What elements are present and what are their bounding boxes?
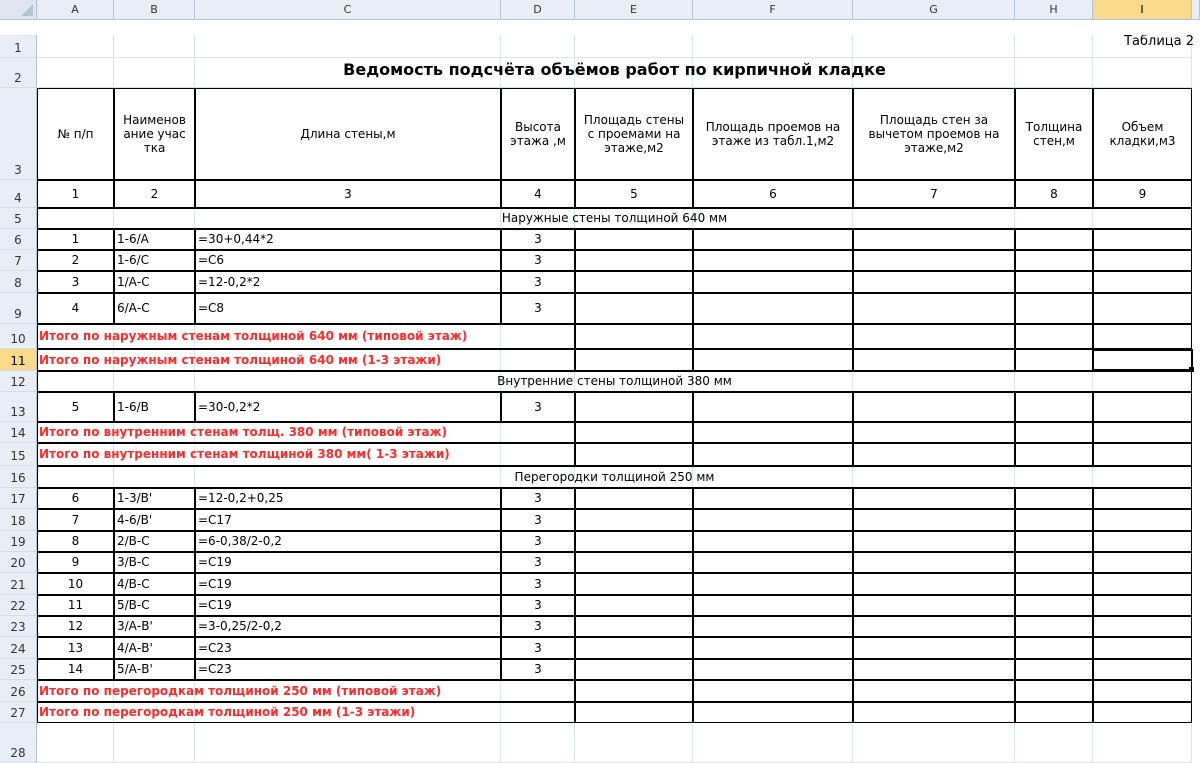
column-number-2[interactable]: 2 [114,180,195,208]
empty-cell-H10[interactable] [1015,324,1093,349]
row-header-18[interactable]: 18 [0,509,37,531]
cell-B7[interactable]: 1-6/С [114,250,195,271]
empty-cell-F13[interactable] [693,392,853,422]
cell-C7[interactable]: =C6 [195,250,501,271]
empty-cell-I18[interactable] [1093,509,1192,531]
header-net-area[interactable]: Площадь стен за вычетом проемов на этаже,м2 [853,88,1015,180]
grid-cell[interactable] [37,723,114,763]
empty-cell-G13[interactable] [853,392,1015,422]
total-row-15[interactable]: Итого по внутренним стенам толщиной 380 мм( 1-3 этажи) [37,443,575,466]
cell-D21[interactable]: 3 [501,573,575,595]
empty-cell-I13[interactable] [1093,392,1192,422]
empty-cell-E22[interactable] [575,595,693,616]
empty-cell-I20[interactable] [1093,552,1192,573]
header-wall-thickness[interactable]: Толщина стен,м [1015,88,1093,180]
cell-B19[interactable]: 2/В-С [114,531,195,552]
empty-cell-F17[interactable] [693,488,853,509]
cell-B18[interactable]: 4-6/В' [114,509,195,531]
column-header-G[interactable]: G [853,0,1015,20]
cell-C24[interactable]: =C23 [195,637,501,659]
column-header-A[interactable]: A [37,0,114,20]
empty-cell-I8[interactable] [1093,271,1192,293]
column-number-5[interactable]: 5 [575,180,693,208]
row-header-13[interactable]: 13 [0,392,37,422]
empty-cell-G23[interactable] [853,616,1015,637]
empty-cell-E25[interactable] [575,659,693,680]
header-number[interactable]: № п/п [37,88,114,180]
empty-cell-I15[interactable] [1093,443,1192,466]
empty-cell-I19[interactable] [1093,531,1192,552]
grid-cell[interactable] [195,723,501,763]
empty-cell-H14[interactable] [1015,422,1093,443]
cell-D9[interactable]: 3 [501,293,575,324]
empty-cell-G9[interactable] [853,293,1015,324]
empty-cell-H20[interactable] [1015,552,1093,573]
empty-cell-H7[interactable] [1015,250,1093,271]
empty-cell-E20[interactable] [575,552,693,573]
grid-cell[interactable] [1015,723,1093,763]
section-outer-walls[interactable]: Наружные стены толщиной 640 мм [37,208,1192,229]
fill-handle[interactable] [1189,367,1194,372]
total-row-26[interactable]: Итого по перегородкам толщиной 250 мм (типовой этаж) [37,680,575,702]
row-header-24[interactable]: 24 [0,637,37,659]
empty-cell-H13[interactable] [1015,392,1093,422]
row-header-1[interactable]: 1 [0,35,37,58]
header-volume[interactable]: Объем кладки,м3 [1093,88,1192,180]
grid-cell[interactable] [575,723,693,763]
row-header-25[interactable]: 25 [0,659,37,680]
empty-cell-I27[interactable] [1093,702,1192,723]
total-row-14[interactable]: Итого по внутренним стенам толщ. 380 мм (типовой этаж) [37,422,575,443]
cell-C18[interactable]: =C17 [195,509,501,531]
row-header-26[interactable]: 26 [0,680,37,702]
grid-cell[interactable] [853,723,1015,763]
empty-cell-F15[interactable] [693,443,853,466]
grid-cell[interactable] [37,35,114,58]
empty-cell-I10[interactable] [1093,324,1192,349]
row-header-6[interactable]: 6 [0,229,37,250]
row-header-21[interactable]: 21 [0,573,37,595]
column-header-C[interactable]: C [195,0,501,20]
active-cell-I11[interactable] [1092,349,1193,371]
empty-cell-G14[interactable] [853,422,1015,443]
cell-C20[interactable]: =C19 [195,552,501,573]
empty-cell-G20[interactable] [853,552,1015,573]
empty-cell-I25[interactable] [1093,659,1192,680]
select-all-icon [21,4,33,16]
empty-cell-I7[interactable] [1093,250,1192,271]
empty-cell-H19[interactable] [1015,531,1093,552]
empty-cell-F18[interactable] [693,509,853,531]
empty-cell-G22[interactable] [853,595,1015,616]
cell-C8[interactable]: =12-0,2*2 [195,271,501,293]
empty-cell-G18[interactable] [853,509,1015,531]
empty-cell-E7[interactable] [575,250,693,271]
empty-cell-I17[interactable] [1093,488,1192,509]
row-header-15[interactable]: 15 [0,443,37,466]
cell-C19[interactable]: =6-0,38/2-0,2 [195,531,501,552]
empty-cell-I24[interactable] [1093,637,1192,659]
empty-cell-F21[interactable] [693,573,853,595]
row-header-12[interactable]: 12 [0,371,37,392]
grid-cell[interactable] [853,35,1015,58]
empty-cell-G26[interactable] [853,680,1015,702]
empty-cell-G21[interactable] [853,573,1015,595]
grid-cell[interactable] [114,723,195,763]
header-wall-area[interactable]: Площадь стены с проемами на этаже,м2 [575,88,693,180]
cell-A13[interactable]: 5 [37,392,114,422]
empty-cell-E21[interactable] [575,573,693,595]
empty-cell-H26[interactable] [1015,680,1093,702]
empty-cell-G7[interactable] [853,250,1015,271]
empty-cell-F14[interactable] [693,422,853,443]
cell-C6[interactable]: =30+0,44*2 [195,229,501,250]
cell-D17[interactable]: 3 [501,488,575,509]
empty-cell-G27[interactable] [853,702,1015,723]
grid-cell[interactable] [693,35,853,58]
total-row-10[interactable]: Итого по наружным стенам толщиной 640 мм (типовой этаж) [37,324,575,349]
empty-cell-E18[interactable] [575,509,693,531]
empty-cell-I6[interactable] [1093,229,1192,250]
cell-D18[interactable]: 3 [501,509,575,531]
cell-C9[interactable]: =C8 [195,293,501,324]
empty-cell-H9[interactable] [1015,293,1093,324]
empty-cell-G11[interactable] [853,349,1015,371]
cell-A9[interactable]: 4 [37,293,114,324]
total-row-11[interactable]: Итого по наружным стенам толщиной 640 мм (1-3 этажи) [37,349,575,371]
empty-cell-F27[interactable] [693,702,853,723]
cell-C25[interactable]: =C23 [195,659,501,680]
row-header-5[interactable]: 5 [0,208,37,229]
cell-A22[interactable]: 11 [37,595,114,616]
empty-cell-G15[interactable] [853,443,1015,466]
empty-cell-G25[interactable] [853,659,1015,680]
cell-B8[interactable]: 1/А-С [114,271,195,293]
cell-D7[interactable]: 3 [501,250,575,271]
cell-B24[interactable]: 4/А-В' [114,637,195,659]
empty-cell-E9[interactable] [575,293,693,324]
empty-cell-F23[interactable] [693,616,853,637]
cell-C21[interactable]: =C19 [195,573,501,595]
row-header-16[interactable]: 16 [0,466,37,488]
grid-cell[interactable] [114,35,195,58]
empty-cell-I26[interactable] [1093,680,1192,702]
cell-D24[interactable]: 3 [501,637,575,659]
empty-cell-F22[interactable] [693,595,853,616]
cell-D19[interactable]: 3 [501,531,575,552]
empty-cell-E26[interactable] [575,680,693,702]
empty-cell-F19[interactable] [693,531,853,552]
cell-D25[interactable]: 3 [501,659,575,680]
cell-A21[interactable]: 10 [37,573,114,595]
empty-cell-H22[interactable] [1015,595,1093,616]
empty-cell-E13[interactable] [575,392,693,422]
cell-A20[interactable]: 9 [37,552,114,573]
empty-cell-F7[interactable] [693,250,853,271]
cell-B13[interactable]: 1-6/В [114,392,195,422]
column-header-E[interactable]: E [575,0,693,20]
grid-cell[interactable] [1093,723,1192,763]
cell-D6[interactable]: 3 [501,229,575,250]
empty-cell-E10[interactable] [575,324,693,349]
row-header-22[interactable]: 22 [0,595,37,616]
select-all-corner[interactable] [0,0,37,20]
cell-C17[interactable]: =12-0,2+0,25 [195,488,501,509]
sheet-title[interactable]: Ведомость подсчёта объёмов работ по кирпичной кладке [343,60,886,79]
table-label[interactable]: Таблица 2 [1124,35,1194,49]
row-header-2[interactable]: 2 [0,58,37,88]
empty-cell-E19[interactable] [575,531,693,552]
cell-B20[interactable]: 3/В-С [114,552,195,573]
section-partitions[interactable]: Перегородки толщиной 250 мм [37,466,1192,488]
empty-cell-H27[interactable] [1015,702,1093,723]
cell-A8[interactable]: 3 [37,271,114,293]
empty-cell-E23[interactable] [575,616,693,637]
empty-cell-E6[interactable] [575,229,693,250]
empty-cell-I23[interactable] [1093,616,1192,637]
empty-cell-G6[interactable] [853,229,1015,250]
column-number-9[interactable]: 9 [1093,180,1192,208]
grid-cell[interactable] [575,35,693,58]
grid-cell[interactable] [501,35,575,58]
grid-cell[interactable] [195,35,501,58]
cell-A18[interactable]: 7 [37,509,114,531]
cell-B21[interactable]: 4/В-С [114,573,195,595]
empty-cell-I9[interactable] [1093,293,1192,324]
empty-cell-F8[interactable] [693,271,853,293]
row-header-11[interactable]: 11 [0,349,37,371]
column-header-D[interactable]: D [501,0,575,20]
row-header-3[interactable]: 3 [0,88,37,180]
grid-cell[interactable] [1015,35,1093,58]
total-row-27[interactable]: Итого по перегородкам толщиной 250 мм (1-3 этажи) [37,702,575,723]
column-header-F[interactable]: F [693,0,853,20]
empty-cell-I21[interactable] [1093,573,1192,595]
row-header-4[interactable]: 4 [0,180,37,208]
column-number-3[interactable]: 3 [195,180,501,208]
empty-cell-E24[interactable] [575,637,693,659]
row-header-28[interactable]: 28 [0,723,37,763]
cell-B17[interactable]: 1-3/В' [114,488,195,509]
empty-cell-G19[interactable] [853,531,1015,552]
empty-cell-H15[interactable] [1015,443,1093,466]
empty-cell-E27[interactable] [575,702,693,723]
empty-cell-H17[interactable] [1015,488,1093,509]
grid-cell[interactable] [501,723,575,763]
column-number-7[interactable]: 7 [853,180,1015,208]
cell-D8[interactable]: 3 [501,271,575,293]
row-header-8[interactable]: 8 [0,271,37,293]
cell-B6[interactable]: 1-6/А [114,229,195,250]
cell-A7[interactable]: 2 [37,250,114,271]
row-header-27[interactable]: 27 [0,702,37,723]
row-header-23[interactable]: 23 [0,616,37,637]
empty-cell-F9[interactable] [693,293,853,324]
column-number-8[interactable]: 8 [1015,180,1093,208]
cell-C22[interactable]: =C19 [195,595,501,616]
empty-cell-G24[interactable] [853,637,1015,659]
column-number-4[interactable]: 4 [501,180,575,208]
column-header-I[interactable]: I [1093,0,1192,20]
row-header-10[interactable]: 10 [0,324,37,349]
cell-A6[interactable]: 1 [37,229,114,250]
empty-cell-E15[interactable] [575,443,693,466]
cell-D22[interactable]: 3 [501,595,575,616]
cell-A17[interactable]: 6 [37,488,114,509]
cell-B23[interactable]: 3/А-В' [114,616,195,637]
header-wall-length[interactable]: Длина стены,м [195,88,501,180]
empty-cell-H6[interactable] [1015,229,1093,250]
cell-A19[interactable]: 8 [37,531,114,552]
empty-cell-F25[interactable] [693,659,853,680]
row-header-17[interactable]: 17 [0,488,37,509]
empty-cell-G10[interactable] [853,324,1015,349]
grid-cell[interactable] [693,723,853,763]
empty-cell-F6[interactable] [693,229,853,250]
empty-cell-F10[interactable] [693,324,853,349]
header-floor-height[interactable]: Высота этажа ,м [501,88,575,180]
empty-cell-H18[interactable] [1015,509,1093,531]
empty-cell-E8[interactable] [575,271,693,293]
row-header-9[interactable]: 9 [0,293,37,324]
section-inner-walls[interactable]: Внутренние стены толщиной 380 мм [37,371,1192,392]
cell-D23[interactable]: 3 [501,616,575,637]
empty-cell-G8[interactable] [853,271,1015,293]
empty-cell-F20[interactable] [693,552,853,573]
row-header-14[interactable]: 14 [0,422,37,443]
row-header-20[interactable]: 20 [0,552,37,573]
cell-A24[interactable]: 13 [37,637,114,659]
empty-cell-E11[interactable] [575,349,693,371]
column-header-H[interactable]: H [1015,0,1093,20]
cell-D20[interactable]: 3 [501,552,575,573]
empty-cell-H24[interactable] [1015,637,1093,659]
row-header-19[interactable]: 19 [0,531,37,552]
empty-cell-F26[interactable] [693,680,853,702]
column-number-1[interactable]: 1 [37,180,114,208]
empty-cell-H11[interactable] [1015,349,1093,371]
empty-cell-H21[interactable] [1015,573,1093,595]
empty-cell-I14[interactable] [1093,422,1192,443]
empty-cell-F24[interactable] [693,637,853,659]
header-openings-area[interactable]: Площадь проемов на этаже из табл.1,м2 [693,88,853,180]
column-number-6[interactable]: 6 [693,180,853,208]
empty-cell-H8[interactable] [1015,271,1093,293]
row-header-7[interactable]: 7 [0,250,37,271]
cell-B9[interactable]: 6/А-С [114,293,195,324]
header-section-name[interactable]: Наименование участка [114,88,195,180]
cell-C13[interactable]: =30-0,2*2 [195,392,501,422]
empty-cell-G17[interactable] [853,488,1015,509]
column-header-filler [1192,0,1200,20]
cell-B25[interactable]: 5/А-В' [114,659,195,680]
cell-A23[interactable]: 12 [37,616,114,637]
empty-cell-E17[interactable] [575,488,693,509]
cell-B22[interactable]: 5/В-С [114,595,195,616]
cell-A25[interactable]: 14 [37,659,114,680]
empty-cell-H23[interactable] [1015,616,1093,637]
column-header-B[interactable]: B [114,0,195,20]
cell-C23[interactable]: =3-0,25/2-0,2 [195,616,501,637]
empty-cell-I22[interactable] [1093,595,1192,616]
empty-cell-F11[interactable] [693,349,853,371]
empty-cell-E14[interactable] [575,422,693,443]
cell-D13[interactable]: 3 [501,392,575,422]
empty-cell-H25[interactable] [1015,659,1093,680]
